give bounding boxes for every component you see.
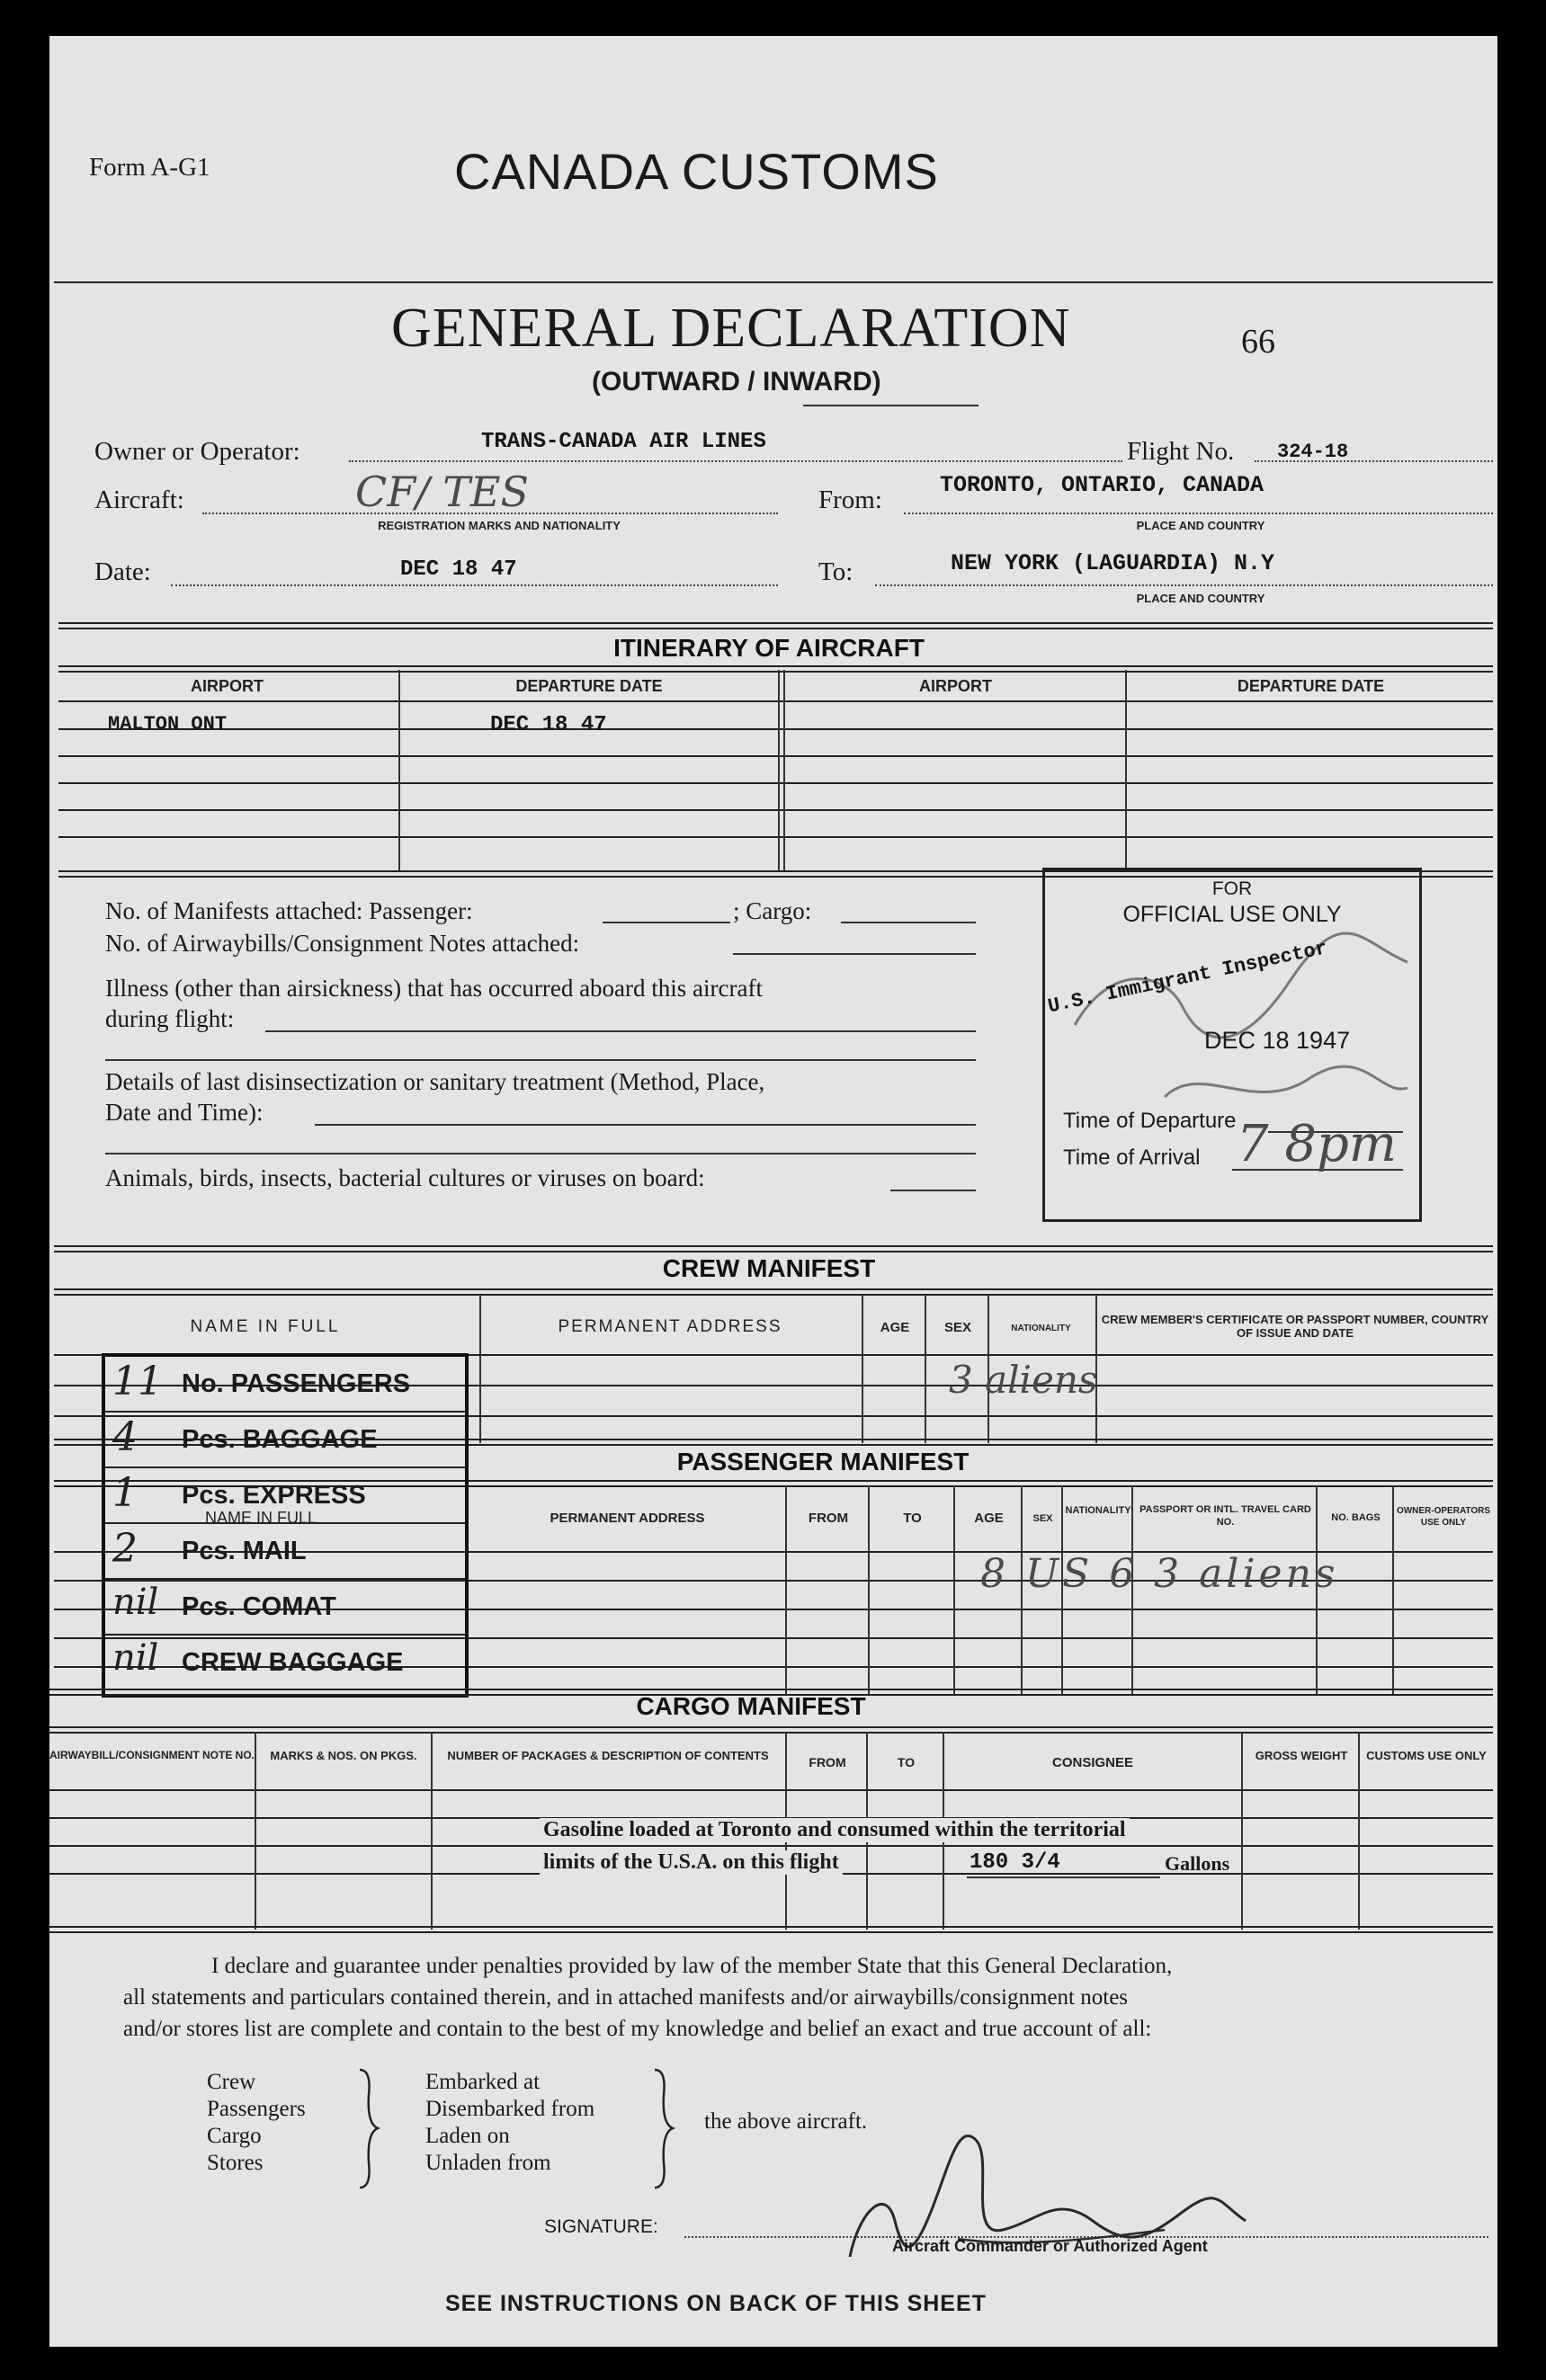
owner-dots <box>349 460 1122 462</box>
stamp-box-line-4 <box>105 1578 465 1580</box>
animals-line <box>890 1190 976 1191</box>
date-value: DEC 18 47 <box>400 557 517 582</box>
aircraft-caption: REGISTRATION MARKS AND NATIONALITY <box>378 519 621 532</box>
from-dots <box>904 513 1493 514</box>
animals-label: Animals, birds, insects, bacterial cultures or viruses on board: <box>105 1164 705 1191</box>
passenger-handwritten-note: 8 US 6 3 aliens <box>980 1551 1339 1597</box>
official-for: FOR <box>1211 878 1253 899</box>
cargo-vline-6 <box>1241 1732 1243 1930</box>
right-brace <box>650 2068 677 2189</box>
inspector-stamp-date: DEC 18 1947 <box>1204 1027 1351 1054</box>
stamp-label: Pcs. EXPRESS <box>182 1481 366 1510</box>
declaration-line-3: and/or stores list are complete and contain to the best of my knowledge and belief an exact and true account of all: <box>123 2017 1152 2041</box>
crew-col-sex: SEX <box>943 1320 971 1335</box>
passenger-vline-2 <box>785 1485 787 1694</box>
crew-col-name: NAME IN FULL <box>190 1317 341 1336</box>
cargo-label: ; Cargo: <box>733 897 812 924</box>
crew-top-rule <box>54 1245 1493 1252</box>
departure-time-label: Time of Departure <box>1063 1109 1237 1133</box>
passenger-col-bags: NO. BAGS <box>1331 1512 1381 1523</box>
inward-underline <box>803 405 979 406</box>
declaration-left-item: Cargo <box>207 2124 262 2148</box>
owner-label: Owner or Operator: <box>94 437 300 466</box>
date-label: Date: <box>94 557 151 586</box>
gasoline-line-2: limits of the U.S.A. on this flight <box>540 1850 843 1875</box>
itinerary-vline-2 <box>778 670 780 872</box>
airwaybills-line <box>733 953 976 955</box>
passenger-vline-3 <box>868 1485 870 1694</box>
crew-col-age: AGE <box>880 1320 910 1335</box>
footer-instructions: SEE INSTRUCTIONS ON BACK OF THIS SHEET <box>445 2291 987 2316</box>
stamp-label: Pcs. MAIL <box>182 1537 307 1565</box>
airwaybills-label: No. of Airwaybills/Consignment Notes attached: <box>105 930 580 957</box>
cargo-col-consignee: CONSIGNEE <box>1051 1755 1133 1770</box>
declaration-sheet <box>49 36 1497 2347</box>
crew-vline-3 <box>925 1295 926 1443</box>
declaration-middle-item: Disembarked from <box>425 2097 595 2121</box>
official-title: OFFICIAL USE ONLY <box>1122 902 1342 927</box>
to-dots <box>875 584 1493 586</box>
illness-line-2 <box>105 1059 976 1061</box>
to-value: NEW YORK (LAGUARDIA) N.Y <box>951 550 1275 576</box>
itinerary-airport-value: MALTON ONT <box>108 713 228 735</box>
passenger-col-from: FROM <box>808 1511 849 1526</box>
illness-label-1: Illness (other than airsickness) that has occurred aboard this aircraft <box>105 975 763 1002</box>
itinerary-vline-4 <box>1125 670 1127 872</box>
cargo-bottom-rule <box>49 1926 1493 1933</box>
to-label: To: <box>818 557 853 586</box>
disinsect-line-2 <box>105 1153 976 1154</box>
itinerary-col-date-1: DEPARTURE DATE <box>515 677 663 695</box>
passenger-col-age: AGE <box>974 1511 1004 1526</box>
cargo-col-to: TO <box>897 1755 916 1769</box>
cargo-vline-1 <box>255 1732 256 1930</box>
passenger-col-name: NAME IN FULL <box>204 1509 317 1527</box>
stamp-box-line-1 <box>105 1411 465 1413</box>
crew-col-address: PERMANENT ADDRESS <box>558 1317 782 1336</box>
itinerary-vline-3 <box>783 670 785 872</box>
cargo-manifest-line <box>841 922 976 923</box>
inspector-stamp: U.S. Immigrant Inspector <box>1046 937 1330 1019</box>
sheet-number: 66 <box>1241 323 1275 361</box>
itinerary-line-1 <box>58 700 1493 702</box>
passenger-col-owner: OWNER-OPERATORS USE ONLY <box>1396 1506 1491 1528</box>
stamp-count: 11 <box>112 1359 163 1404</box>
passenger-col-to: TO <box>903 1511 922 1526</box>
declaration-left-item: Passengers <box>207 2097 306 2121</box>
passenger-vline-9 <box>1392 1485 1394 1694</box>
agency-title: CANADA CUSTOMS <box>454 143 939 200</box>
stamp-count: 4 <box>112 1414 138 1460</box>
passenger-manifest-line <box>603 922 730 923</box>
itinerary-col-airport-1: AIRPORT <box>191 677 264 695</box>
cargo-col-marks: MARKS & NOS. ON PKGS. <box>270 1749 417 1762</box>
arrival-time-label: Time of Arrival <box>1063 1145 1201 1170</box>
stamp-label: Pcs. COMAT <box>182 1592 336 1621</box>
declaration-middle-item: Unladen from <box>425 2151 551 2175</box>
cargo-col-customs: CUSTOMS USE ONLY <box>1366 1749 1487 1762</box>
itinerary-line-3 <box>58 755 1493 757</box>
itinerary-line-5 <box>58 809 1493 811</box>
disinsect-line <box>315 1124 976 1126</box>
signer-caption: Aircraft Commander or Authorized Agent <box>892 2237 1208 2255</box>
stamp-count: nil <box>112 1582 159 1623</box>
cargo-line-1 <box>49 1789 1493 1791</box>
gasoline-amount: 180 3/4 <box>970 1850 1060 1875</box>
cargo-col-airwaybill: AIRWAYBILL/CONSIGNMENT NOTE NO. <box>49 1749 255 1761</box>
load-stamp-box <box>102 1353 469 1698</box>
left-brace <box>355 2068 382 2189</box>
declaration-middle-item: Laden on <box>425 2124 510 2148</box>
stamp-label: CREW BAGGAGE <box>182 1648 404 1677</box>
declaration-left-item: Stores <box>207 2151 264 2175</box>
crew-handwritten-note: 3 aliens <box>949 1358 1098 1402</box>
declaration-right-text: the above aircraft. <box>704 2109 868 2134</box>
crew-title: CREW MANIFEST <box>662 1254 876 1282</box>
page-subtitle: (OUTWARD / INWARD) <box>592 367 881 397</box>
crew-vline-1 <box>479 1295 481 1443</box>
header-rule <box>54 281 1493 283</box>
crew-col-nationality: NATIONALITY <box>1011 1324 1071 1333</box>
stamp-box-line-3 <box>105 1522 465 1524</box>
to-caption: PLACE AND COUNTRY <box>1136 592 1265 605</box>
passenger-col-nationality: NATIONALITY <box>1065 1505 1131 1516</box>
signature-label: SIGNATURE: <box>544 2216 658 2237</box>
declaration-line-1: I declare and guarantee under penalties provided by law of the member State that this General Declaration, <box>211 1954 1173 1978</box>
itinerary-line-2 <box>58 728 1493 730</box>
itinerary-col-airport-2: AIRPORT <box>919 677 992 695</box>
gasoline-amount-line <box>967 1876 1160 1878</box>
disinsect-label-2: Date and Time): <box>105 1099 264 1126</box>
stamp-label: No. PASSENGERS <box>182 1369 411 1398</box>
stamp-count: 2 <box>112 1526 138 1572</box>
passenger-col-sex: SEX <box>1032 1513 1053 1524</box>
page-title: GENERAL DECLARATION <box>391 298 1071 359</box>
itinerary-date-value: DEC 18 47 <box>490 713 607 737</box>
crew-vline-2 <box>862 1295 863 1443</box>
aircraft-value: CF/ TES <box>355 468 530 516</box>
cargo-line-3 <box>49 1845 1493 1847</box>
crew-col-certificate: CREW MEMBER'S CERTIFICATE OR PASSPORT NUMBER, COUNTRY OF ISSUE AND DATE <box>1101 1313 1489 1340</box>
cargo-head-rule <box>49 1726 1493 1734</box>
passenger-title: PASSENGER MANIFEST <box>676 1448 970 1475</box>
arrival-time-value: 7 8pm <box>1237 1115 1398 1173</box>
gasoline-unit: Gallons <box>1165 1852 1230 1875</box>
date-dots <box>171 584 778 586</box>
illness-label-2: during flight: <box>105 1005 235 1032</box>
declaration-middle-item: Embarked at <box>425 2070 541 2094</box>
cargo-col-from: FROM <box>809 1755 846 1769</box>
from-caption: PLACE AND COUNTRY <box>1136 519 1265 532</box>
itinerary-col-date-2: DEPARTURE DATE <box>1237 677 1385 695</box>
passenger-col-address: PERMANENT ADDRESS <box>550 1511 705 1526</box>
cargo-vline-2 <box>431 1732 433 1930</box>
declaration-left-item: Crew <box>207 2070 256 2094</box>
disinsect-label-1: Details of last disinsectization or sanitary treatment (Method, Place, <box>105 1068 765 1095</box>
itinerary-line-4 <box>58 782 1493 784</box>
cargo-title: CARGO MANIFEST <box>636 1692 866 1720</box>
manifests-label: No. of Manifests attached: Passenger: <box>105 897 473 924</box>
cargo-vline-7 <box>1358 1732 1360 1930</box>
flight-number-label: Flight No. <box>1127 437 1235 466</box>
passenger-col-passport: PASSPORT OR INTL. TRAVEL CARD NO. <box>1139 1504 1311 1528</box>
form-number: Form A-G1 <box>89 153 210 182</box>
owner-value: TRANS-CANADA AIR LINES <box>481 430 766 454</box>
stamp-box-line-5 <box>105 1634 465 1636</box>
itinerary-head-rule <box>58 665 1493 673</box>
gasoline-line-1: Gasoline loaded at Toronto and consumed within the territorial <box>540 1818 1130 1842</box>
stamp-count: 1 <box>112 1470 138 1516</box>
from-label: From: <box>818 486 882 514</box>
crew-head-rule <box>54 1288 1493 1296</box>
flight-number-value: 324-18 <box>1277 441 1349 463</box>
declaration-line-2: all statements and particulars contained therein, and in attached manifests and/or airwaybills/consignment notes <box>123 1985 1129 2010</box>
cargo-col-packages: NUMBER OF PACKAGES & DESCRIPTION OF CONTENTS <box>447 1749 769 1762</box>
itinerary-vline-1 <box>398 670 400 872</box>
itinerary-title: ITINERARY OF AIRCRAFT <box>613 634 925 662</box>
from-value: TORONTO, ONTARIO, CANADA <box>940 472 1265 498</box>
passenger-vline-4 <box>953 1485 955 1694</box>
stamp-count: nil <box>112 1637 159 1679</box>
itinerary-top-rule <box>58 622 1493 629</box>
stamp-box-line-2 <box>105 1466 465 1468</box>
stamp-label: Pcs. BAGGAGE <box>182 1425 378 1454</box>
itinerary-line-6 <box>58 836 1493 838</box>
illness-line <box>265 1030 976 1032</box>
cargo-col-weight: GROSS WEIGHT <box>1255 1749 1348 1762</box>
aircraft-label: Aircraft: <box>94 486 184 514</box>
